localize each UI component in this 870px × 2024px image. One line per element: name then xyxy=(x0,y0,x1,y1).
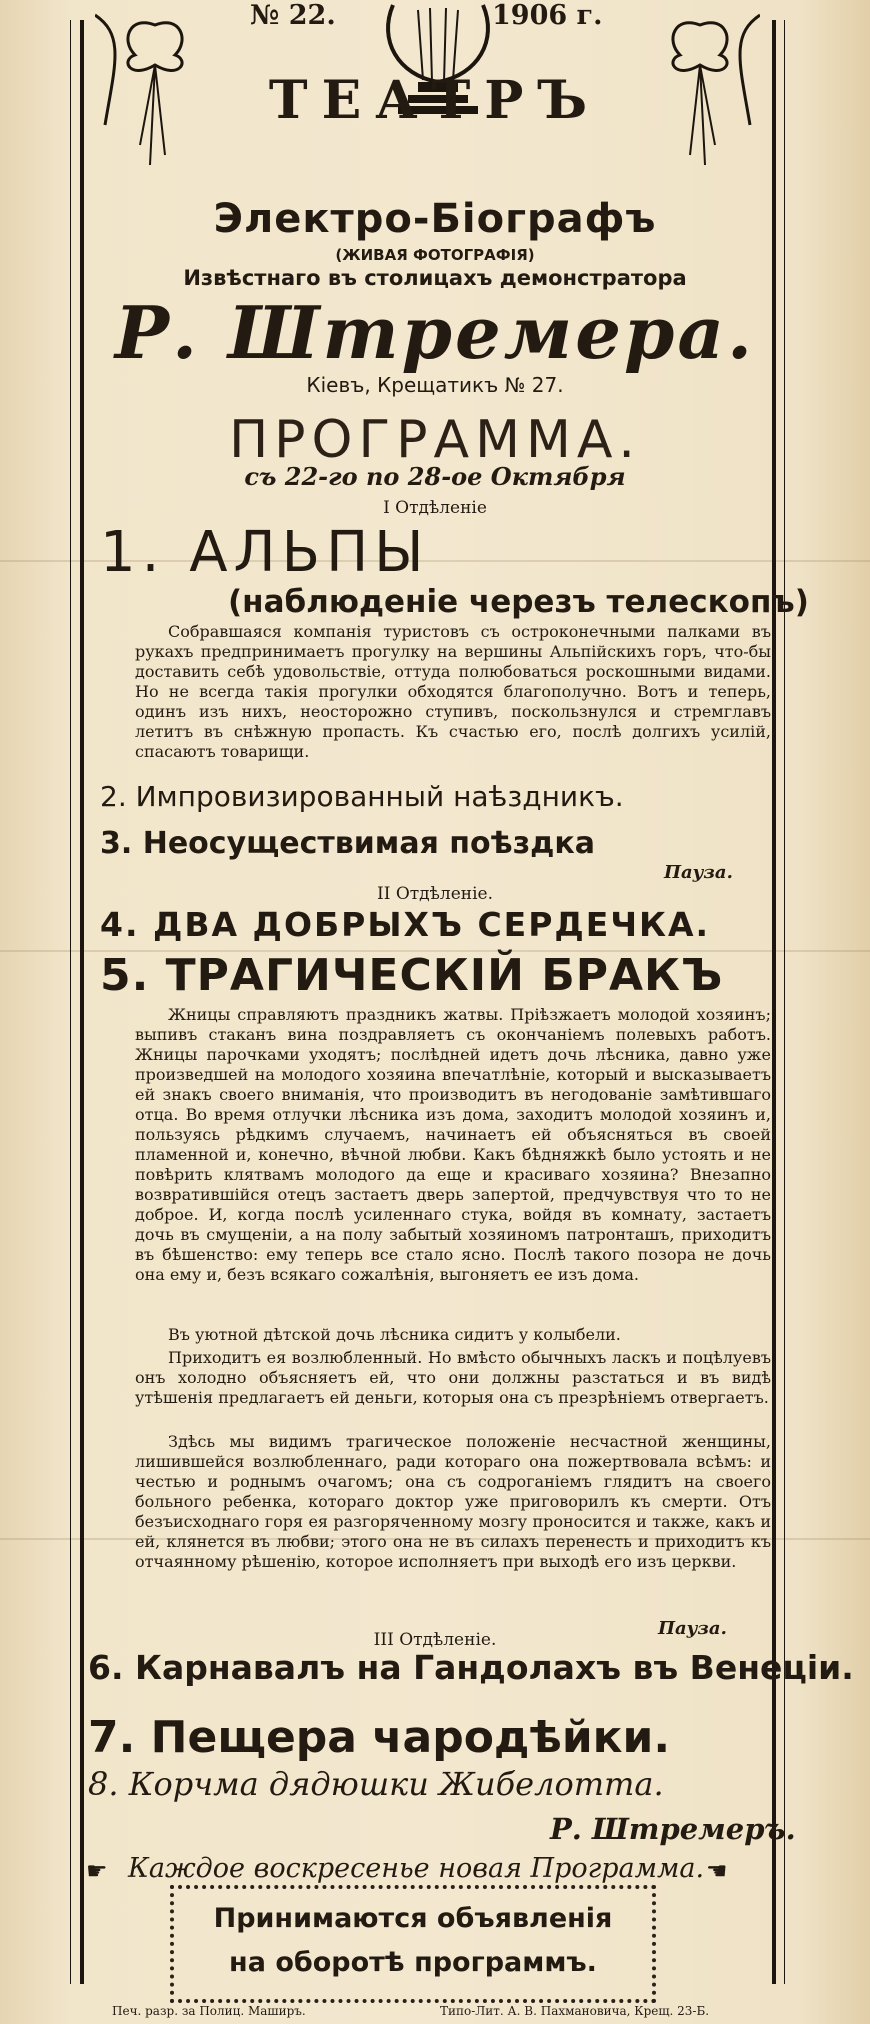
item-2: 2. Импровизированный наѣздникъ. xyxy=(100,780,624,813)
item-5-description: Жницы справляютъ праздникъ жатвы. Пріѣзжаетъ молодой хозяинъ; выпивъ стаканъ вина поздравляетъ съ окончаніемъ полевыхъ работъ. Жницы парочками уходятъ; послѣдней идетъ дочь лѣсника, давно уже произведшей на молодого хозяина впечатлѣніе, который и высказываетъ ей знакъ своего вниманія, что производитъ въ негодованіе замѣтившаго отца. Во время отлучки лѣсника изъ дома, заходитъ молодой хозяинъ и, пользуясь рѣдкимъ случаемъ, начинаетъ ей объясняться въ своей пламенной и, конечно, вѣчной любви. Какъ бѣдняжкѣ было устоять и не повѣрить клятвамъ молодого да еще и красиваго хозяина? Внезапно возвратившійся отецъ застаетъ дверь запертой, предчувствуя что то не доброе. И, когда послѣ усиленнаго стука, войдя въ комнату, застаетъ дочь въ смущеніи, а на полу забытый хозяиномъ патронташъ, приходитъ въ бѣшенство: ему теперь все стало ясно. Послѣ такого позора не дочь она ему и, безъ всякаго сожалѣнія, выгоняетъ ее изъ дома. xyxy=(135,1005,771,1284)
issue-number: № 22. xyxy=(250,0,336,31)
pause-label: Пауза. xyxy=(664,862,733,883)
item-1-description: Собравшаяся компанія туристовъ съ остроконечными палками въ рукахъ предпринимаетъ прогулку на вершины Альпійскихъ горъ, что-бы доставить себѣ удовольствіе, оттуда полюбоваться роскошными видами. Но не всегда такія прогулки обходятся благополучно. Вотъ и теперь, одинъ изъ нихъ, неосторожно ступивъ, поскользнулся и стремглавъ летитъ въ снѣжную пропасть. Къ счастью его, послѣ долгихъ усилій, спасаютъ товарищи. xyxy=(135,622,771,761)
item-6: 6. Карнавалъ на Гандолахъ въ Венеціи. xyxy=(88,1648,854,1687)
item-7: 7. Пещера чародѣйки. xyxy=(88,1712,671,1763)
item-5: 5. ТРАГИЧЕСКІЙ БРАКЪ xyxy=(100,950,724,1001)
item-5-description: Приходитъ ея возлюбленный. Но вмѣсто обычныхъ ласкъ и поцѣлуевъ онъ холодно объясняетъ ей, что они должны разстаться и въ видѣ утѣшенія предлагаетъ ей деньги, которыя она съ презрѣніемъ отвергаетъ. xyxy=(135,1348,771,1407)
sunday-notice: Каждое воскресенье новая Программа. xyxy=(128,1853,705,1884)
footer-left: Печ. разр. за Полиц. Маширъ. xyxy=(112,2004,306,2018)
ad-line-2: на оборотѣ программъ. xyxy=(229,1947,597,1978)
program-dates: съ 22-го по 28-ое Октября xyxy=(244,462,626,491)
section-heading: III Отдѣленіе. xyxy=(373,1630,497,1650)
item-1-title: 1. АЛЬПЫ xyxy=(100,520,430,585)
item-4: 4. ДВА ДОБРЫХЪ СЕРДЕЧКА. xyxy=(100,905,711,944)
address: Кіевъ, Крещатикъ № 27. xyxy=(306,373,564,397)
theatre-heading: ТЕАТРЪ xyxy=(268,70,602,131)
item-5-description: Въ уютной дѣтской дочь лѣсника сидитъ у колыбели. xyxy=(168,1325,621,1344)
ad-box xyxy=(170,1885,656,2003)
item-3: 3. Неосуществимая поѣздка xyxy=(100,826,595,861)
pause-label: Пауза. xyxy=(658,1618,727,1639)
item-5-description: Здѣсь мы видимъ трагическое положеніе несчастной женщины, лишившейся возлюбленнаго, ради котораго она пожертвовала всѣмъ: и честью и роднымъ очагомъ; она съ содроганіемъ глядитъ на своего больного ребенка, котораго доктор уже приговорилъ къ смерти. Отъ безъисходнаго горя ея разгоряченному мозгу проносится и также, какъ и ей, клянется въ любви; этого она не въ силахъ перенесть и приходитъ къ отчаянному рѣшенію, которое исполняетъ при выходѣ его изъ церкви. xyxy=(135,1432,771,1571)
section-heading: II Отдѣленіе. xyxy=(377,884,493,904)
pointing-hand-icon: ☛ xyxy=(706,1857,728,1885)
item-1-subtitle: (наблюденіе черезъ телескопъ) xyxy=(228,584,809,620)
footer-right: Типо-Лит. А. В. Пахмановича, Крещ. 23-Б. xyxy=(440,2004,710,2018)
signature: Р. Штремеръ. xyxy=(550,1812,796,1846)
section-heading: I Отдѣленіе xyxy=(383,498,487,518)
program-title: ПРОГРАММА. xyxy=(229,410,641,470)
ad-line-1: Принимаются объявленія xyxy=(213,1903,613,1934)
company-name: Электро-Біографъ xyxy=(213,196,657,242)
company-subtitle: (ЖИВАЯ ФОТОГРАФІЯ) xyxy=(335,246,535,264)
known-line: Извѣстнаго въ столицахъ демонстратора xyxy=(183,266,687,290)
item-8: 8. Корчма дядюшки Жибелотта. xyxy=(88,1765,664,1803)
issue-year: 1906 г. xyxy=(492,0,603,31)
pointing-hand-icon: ☛ xyxy=(86,1857,108,1885)
owner-name: Р. Штремера. xyxy=(114,290,756,375)
